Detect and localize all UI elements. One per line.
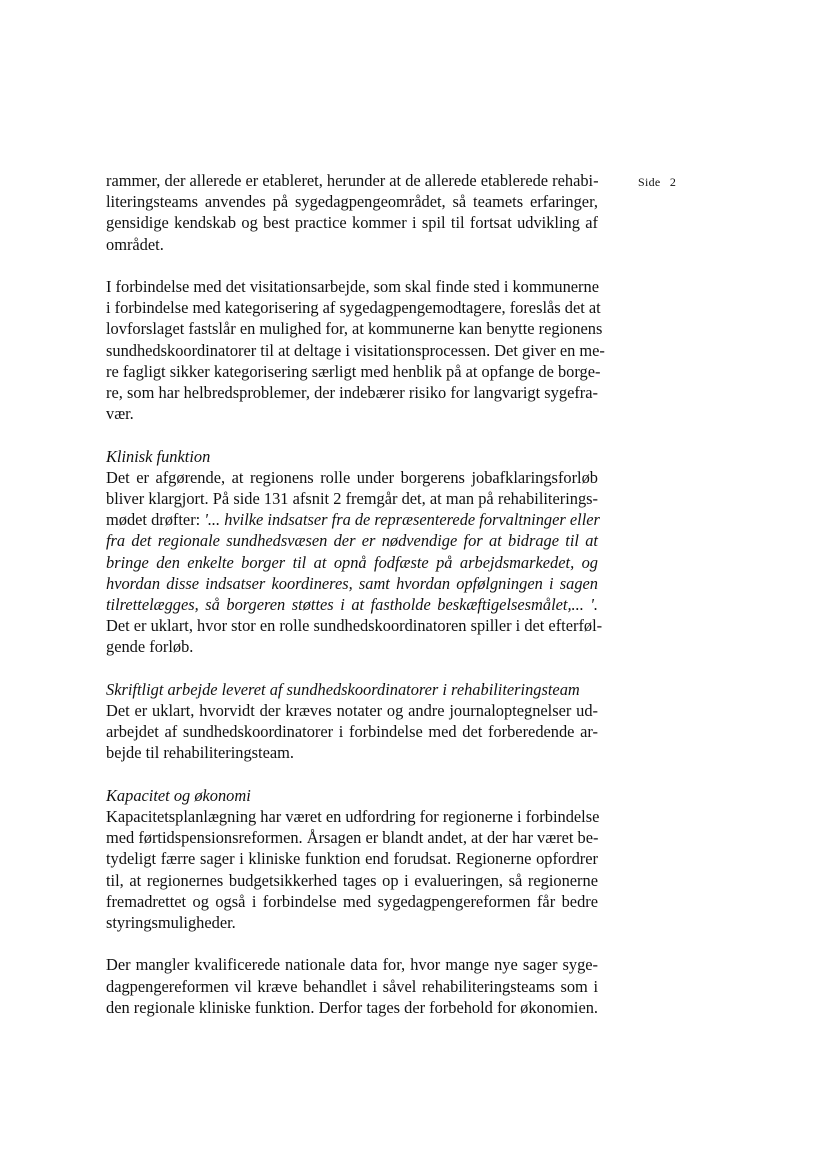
text-line: bliver klargjort. På side 131 afsnit 2 fremgår det, at man på rehabiliterings- [106,489,598,509]
text-line: Kapacitetsplanlægning har været en udfordring for regionerne i forbindelse [106,807,600,827]
text-line: Det er afgørende, at regionens rolle under borgerens jobafklaringsforløb [106,467,598,487]
text-line quote-line [106,509,598,530]
text-line: bejde til rehabiliteringsteam. [106,743,294,763]
paragraph-data [106,954,598,1018]
text-line: Det er uklart, hvorvidt der kræves notater og andre journaloptegnelser ud- [106,701,598,721]
paragraph-kapacitet [106,785,598,933]
text-line: rammer, der allerede er etableret, herunder at de allerede etablerede rehabi- [106,171,599,190]
text-line: re, som har helbredsproblemer, der indebærer risiko for langvarigt sygefra- [106,383,598,403]
text-line: den regionale kliniske funktion. Derfor tages der forbehold for økonomien. [106,997,599,1017]
text-line: gensidige kendskab og best practice kommer i spil til fortsat udvikling af [106,213,598,233]
document-body [106,170,605,1039]
quote-text: bringe den enkelte borger til at opnå fodfæste på arbejdsmarkedet, og [106,552,598,572]
paragraph-skriftligt-arbejde [106,679,598,764]
quote-intro: mødet drøfter: [106,510,205,530]
text-line: literingsteams anvendes på sygedagpengeområdet, så teamets erfaringer, [106,192,598,212]
page-label: Side [638,175,661,189]
text-line: området. [106,234,164,254]
quote-text: hvordan disse indsatser koordineres, samt hvordan opfølgningen i sagen [106,573,598,593]
text-line: Det er uklart, hvor stor en rolle sundhedskoordinatoren spiller i det efterføl- [106,616,603,636]
paragraph-visitation [106,276,605,424]
paragraph-intro [106,170,598,255]
text-line: gende forløb. [106,637,194,657]
section-heading: Kapacitet og økonomi [106,785,251,805]
quote-line [106,573,598,594]
quote-text: tilrettelægges, så borgeren støttes i at fastholde beskæftigelsesmålet,... '. [106,595,598,615]
text-line: til, at regionernes budgetsikkerhed tages op i evalueringen, så regionerne [106,870,598,890]
paragraph-klinisk-funktion [106,446,603,658]
quote-line [106,594,598,615]
text-line: I forbindelse med det visitationsarbejde, som skal finde sted i kommunerne [106,277,599,296]
text-line: sundhedskoordinatorer til at deltage i visitationsprocessen. Det giver en me- [106,340,605,360]
quote-text: fra det regionale sundhedsvæsen der er nødvendige for at bidrage til at [106,531,598,551]
quote-text: '... hvilke indsatser fra de repræsenterede forvaltninger eller [204,510,600,530]
text-line: lovforslaget fastslår en mulighed for, at kommunerne kan benytte regionens [106,319,603,339]
page-number: 2 [669,175,677,189]
text-line: vær. [106,404,134,424]
text-line: arbejdet af sundhedskoordinatorer i forbindelse med det forberedende ar- [106,722,598,742]
text-line: i forbindelse med kategorisering af sygedagpengemodtagere, foreslås det at [106,298,601,318]
section-heading: Klinisk funktion [106,446,211,466]
text-line: Der mangler kvalificerede nationale data for, hvor mange nye sager syge- [106,955,598,975]
text-line: styringsmuligheder. [106,913,236,933]
section-heading: Skriftligt arbejde leveret af sundhedskoordinatorer i rehabiliteringsteam [106,679,580,699]
text-line: dagpengereformen vil kræve behandlet i såvel rehabiliteringsteams som i [106,976,598,996]
page-number-marker [638,175,676,190]
quote-line [106,552,598,573]
quote-line [106,530,598,551]
text-line: med førtidspensionsreformen. Årsagen er blandt andet, at der har været be- [106,828,599,848]
text-line: fremadrettet og også i forbindelse med sygedagpengereformen får bedre [106,891,598,911]
text-line: re fagligt sikker kategorisering særligt med henblik på at opfange de borge- [106,361,601,381]
text-line: tydeligt færre sager i kliniske funktion end forudsat. Regionerne opfordrer [106,849,598,869]
